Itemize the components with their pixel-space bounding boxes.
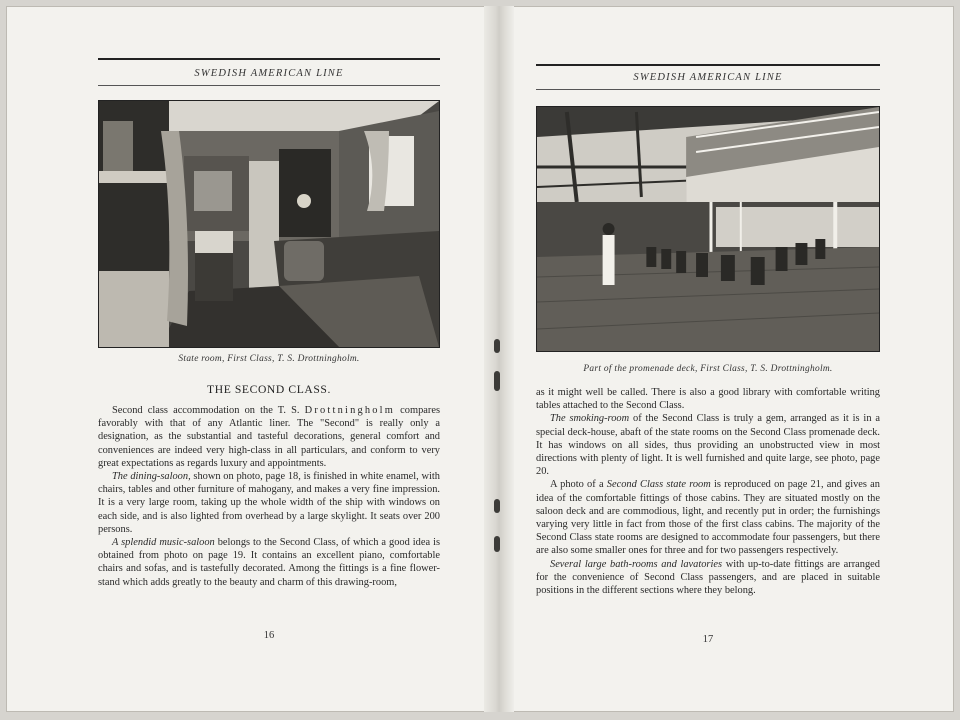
left-page	[98, 6, 440, 712]
page-number: 17	[702, 634, 714, 645]
promenade-deck-photo	[536, 106, 880, 352]
lead-phrase: Several large bath-rooms and lavatories	[550, 558, 723, 570]
header-rule	[536, 64, 880, 66]
stateroom-photo	[98, 100, 440, 348]
emphasis: Second Class state room	[606, 479, 711, 491]
lead-phrase: The dining-saloon,	[112, 471, 191, 483]
body-text	[536, 386, 880, 597]
paragraph: as it might well be called. There is also a good library with comfortable writing tables attached to the Second Class.	[536, 387, 880, 412]
header-rule	[98, 85, 440, 86]
section-title: THE SECOND CLASS.	[207, 383, 331, 396]
lead-phrase: The smoking-room	[550, 413, 630, 425]
paragraph	[98, 470, 440, 536]
photo-caption: Part of the promenade deck, First Class, T. S. Drottningholm.	[583, 364, 833, 374]
paragraph	[98, 536, 440, 589]
text-run: is reproduced on page 21, and gives an idea of the comfortable fittings of those cabins. They are situated mostly on the saloon deck and are commodious, light, and recently put in order; the furnishings varying very little in fact from those of the first class cabins. The majority of the Second Class state rooms are designed to accommodate four passengers, but there are also some smaller ones for three and for two passengers respectively.	[536, 479, 880, 557]
running-head: SWEDISH AMERICAN LINE	[194, 68, 344, 79]
page-number: 16	[263, 630, 275, 641]
lead-phrase: A splendid music-saloon	[112, 537, 215, 549]
staple-hole-icon	[494, 371, 500, 391]
ship-name: Drottningholm	[304, 405, 396, 416]
text-run: belongs to the Second Class, of which a good idea is obtained from photo on page 19. It contains an excellent piano, comfortable chairs and sofas, and is tastefully decorated. Among the fittings is a fine flower-stand which adds greatly to the beauty and charm of this drawing-room,	[98, 537, 440, 588]
paragraph	[536, 558, 880, 598]
text-run: compares favorably with that of any Atlantic liner. The "Second" is really only a designation, as the substantial and tasteful decorations, general comfort and conveniences are indeed very high-class in all particulars, and conform to very great expectations as regards luxury and appointments.	[98, 405, 440, 469]
paragraph	[98, 404, 440, 470]
right-page	[536, 6, 880, 712]
running-head: SWEDISH AMERICAN LINE	[633, 72, 783, 83]
staple-hole-icon	[494, 536, 500, 552]
body-text	[98, 404, 440, 589]
text-run: shown on photo, page 18, is finished in white enamel, with chairs, tables and other furniture of mahogany, and makes a very fine impression. It is a very large room, taking up the whole width of the ship with windows on each side, and is also lighted from overhead by a large skylight. It seats over 200 persons.	[98, 471, 440, 535]
text-run: Second class accommodation on the T. S.	[112, 405, 305, 416]
staple-hole-icon	[494, 339, 500, 353]
booklet-spread	[6, 6, 954, 712]
photo-caption: State room, First Class, T. S. Drottningholm.	[178, 354, 360, 364]
text-run: of the Second Class is truly a gem, arranged as it is in a special deck-house, abaft of the state rooms on the Second Class promenade deck. It has windows on all sides, thus providing an unobstructed view in most directions with plenty of light. It is well furnished and quite large, see photo, page 20.	[536, 413, 881, 478]
text-run: A photo of a	[550, 479, 607, 491]
staple-hole-icon	[494, 499, 500, 513]
paragraph	[536, 478, 880, 557]
header-rule	[98, 58, 440, 60]
text-run: with up-to-date fittings are arranged for the convenience of Second Class passengers, and are placed in suitable positions in the different sections where they belong.	[536, 558, 880, 597]
header-rule	[536, 89, 880, 90]
paragraph	[536, 412, 880, 478]
gutter-fold	[484, 6, 514, 712]
